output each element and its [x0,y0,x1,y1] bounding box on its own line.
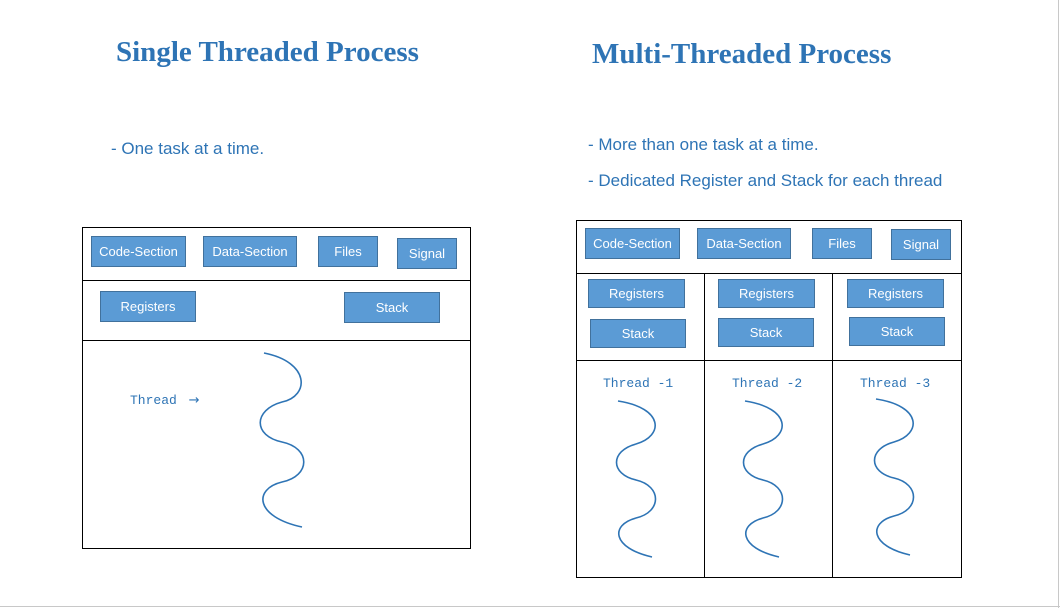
single-registers: Registers [100,291,196,322]
single-bullet: - One task at a time. [111,139,265,158]
thread-2-registers: Registers [718,279,815,308]
thread-3-stack: Stack [849,317,945,346]
single-data-section: Data-Section [203,236,297,267]
thread-3-registers: Registers [847,279,944,308]
single-thread-text: Thread [130,393,177,408]
multi-signal: Signal [891,229,951,260]
multi-bullet-2: - Dedicated Register and Stack for each thread [588,171,943,190]
frame-border-right [1058,0,1059,608]
multi-bullet-1: - More than one task at a time. [588,135,819,154]
multi-data-section: Data-Section [697,228,791,259]
multi-files: Files [812,228,872,259]
single-stack: Stack [344,292,440,323]
multi-title: Multi-Threaded Process [592,38,892,70]
thread-2-label: Thread -2 [732,376,803,391]
thread-2-stack: Stack [718,318,814,347]
thread-2-wave [739,400,789,558]
thread-1-label: Thread -1 [603,376,674,391]
multi-code-section: Code-Section [585,228,680,259]
single-files: Files [318,236,378,267]
single-signal: Signal [397,238,457,269]
single-thread-wave [255,352,315,528]
multi-column-divider-1 [704,273,705,578]
arrow-right-icon: → [188,393,200,408]
single-title: Single Threaded Process [116,36,419,68]
thread-3-label: Thread -3 [860,376,931,391]
multi-column-divider-2 [832,273,833,578]
thread-3-wave [870,398,920,556]
single-code-section: Code-Section [91,236,186,267]
single-divider-top [82,280,471,281]
thread-1-wave [612,400,662,558]
single-thread-label [130,393,200,408]
thread-1-stack: Stack [590,319,686,348]
frame-border-bottom [0,606,1060,607]
multi-divider-middle [576,360,962,361]
single-divider-bottom [82,340,471,341]
thread-1-registers: Registers [588,279,685,308]
multi-divider-top [576,273,962,274]
